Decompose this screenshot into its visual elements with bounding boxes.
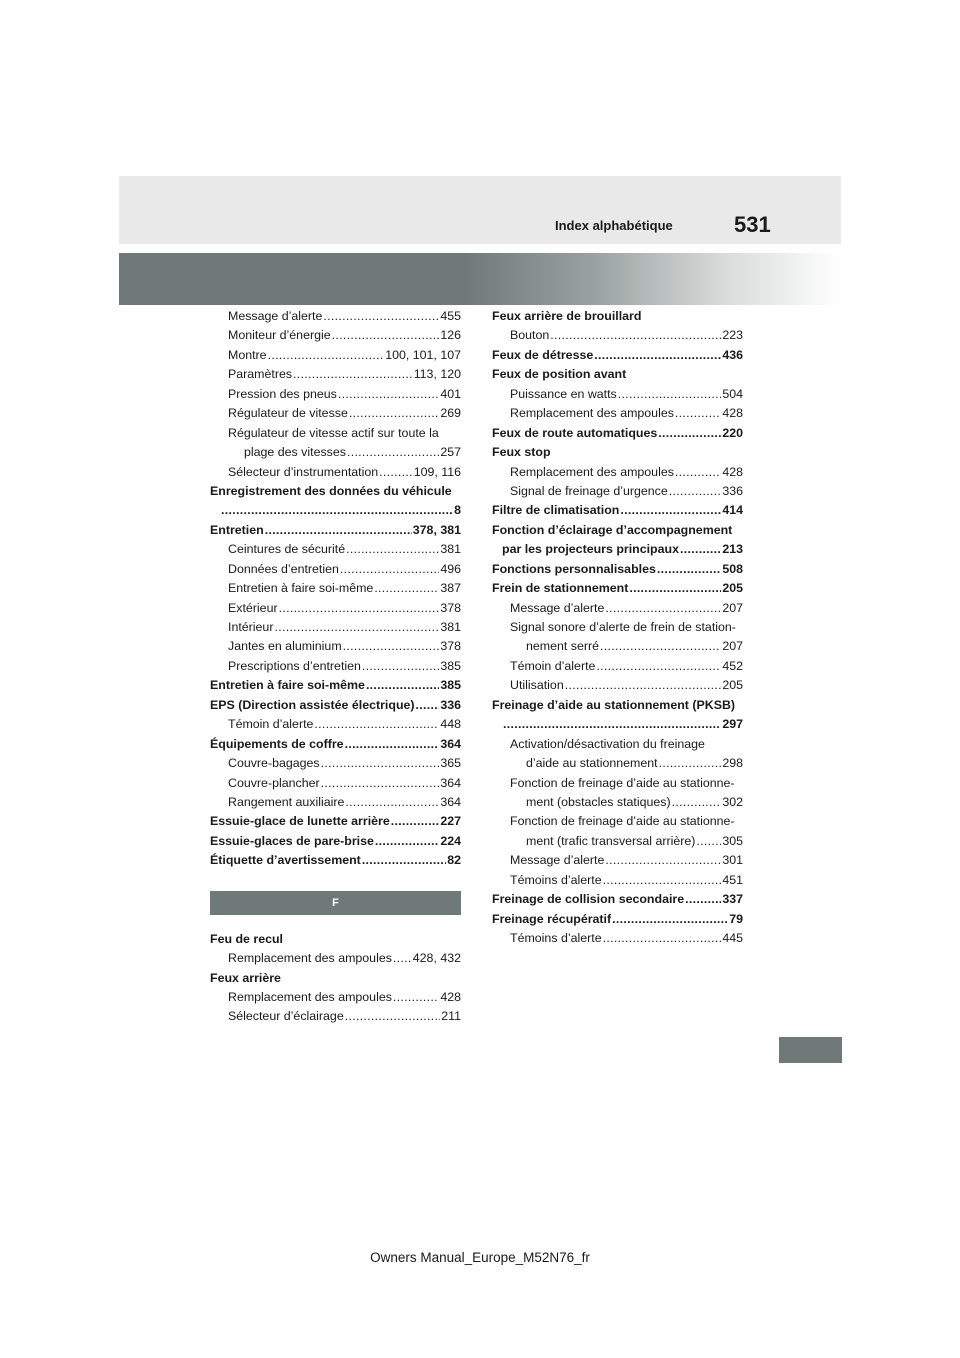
index-entry-sub[interactable] — [492, 385, 743, 404]
dot-leader — [379, 463, 413, 482]
index-entry-sub[interactable] — [210, 579, 461, 598]
entry-label: Montre — [228, 347, 267, 362]
dot-leader — [620, 501, 721, 520]
entry-page-numbers[interactable]: 227 — [440, 814, 461, 829]
dot-leader — [596, 657, 721, 676]
index-entry-sub[interactable] — [210, 560, 461, 579]
dot-leader — [603, 871, 722, 890]
entry-page-numbers[interactable]: 207 — [722, 639, 743, 654]
dot-leader — [362, 657, 439, 676]
dot-leader — [321, 754, 440, 773]
dot-leader — [265, 521, 412, 540]
index-entry-main[interactable] — [210, 521, 461, 540]
entry-label: Étiquette d’avertissement — [210, 853, 361, 868]
entry-page-numbers[interactable]: 297 — [722, 717, 743, 732]
entry-page-numbers[interactable]: 305 — [722, 833, 743, 848]
entry-page-numbers[interactable]: 428, 432 — [412, 951, 461, 966]
index-entry-main-continued[interactable] — [492, 715, 743, 734]
entry-label: Essuie-glace de lunette arrière — [210, 814, 390, 829]
dot-leader — [672, 793, 722, 812]
entry-page-numbers[interactable]: 79 — [729, 911, 743, 926]
entry-label: Intérieur — [228, 620, 274, 634]
index-entry-sub[interactable] — [210, 404, 461, 423]
entry-page-numbers[interactable]: 298 — [722, 756, 743, 771]
index-entry-sub[interactable] — [210, 988, 461, 1007]
index-entry-sub-continued[interactable] — [492, 637, 743, 656]
index-entry-main[interactable] — [492, 696, 743, 715]
index-column-right — [492, 307, 743, 948]
index-entry-main[interactable] — [492, 890, 743, 909]
entry-page-numbers[interactable]: 508 — [722, 561, 743, 576]
index-entry-sub[interactable] — [210, 540, 461, 559]
index-entry-sub[interactable] — [492, 735, 743, 754]
entry-label: Remplacement des ampoules — [228, 990, 392, 1004]
entry-label: Témoins d’alerte — [510, 931, 602, 945]
dot-leader — [362, 851, 446, 870]
dot-leader — [268, 346, 385, 365]
entry-label: Moniteur d’énergie — [228, 328, 331, 343]
entry-page-numbers[interactable]: 207 — [722, 600, 743, 615]
index-entry-main[interactable] — [492, 346, 743, 365]
dot-leader — [605, 851, 721, 870]
index-entry-sub[interactable] — [210, 385, 461, 404]
entry-label: Extérieur — [228, 600, 278, 615]
entry-page-numbers[interactable]: 496 — [440, 561, 461, 576]
index-entry-sub[interactable] — [492, 404, 743, 423]
entry-page-numbers[interactable]: 381 — [440, 542, 461, 557]
dot-leader — [603, 929, 722, 948]
dot-leader — [323, 307, 439, 326]
index-entry-sub[interactable] — [210, 1007, 461, 1026]
entry-label: Jantes en aluminium — [228, 639, 342, 654]
index-entry-sub[interactable] — [210, 774, 461, 793]
dot-leader — [685, 890, 721, 909]
header-gradient-bar — [119, 253, 841, 305]
entry-page-numbers[interactable]: 337 — [722, 892, 743, 907]
entry-label: ment (obstacles statiques) — [526, 794, 671, 809]
index-entry-sub[interactable] — [492, 599, 743, 618]
index-entry-sub[interactable] — [210, 618, 461, 637]
index-entry-main[interactable] — [210, 832, 461, 851]
entry-label: Freinage de collision secondaire — [492, 892, 685, 907]
index-entry-sub[interactable] — [492, 326, 743, 345]
entry-page-numbers[interactable]: 269 — [440, 406, 461, 421]
dot-leader — [221, 501, 453, 520]
index-entry-sub-continued[interactable] — [492, 832, 743, 851]
entry-label: Témoin d’alerte — [228, 717, 314, 732]
entry-page-numbers[interactable]: 428 — [440, 990, 461, 1004]
entry-label: Prescriptions d’entretien — [228, 658, 361, 673]
entry-page-numbers[interactable]: 223 — [722, 328, 743, 343]
index-entry-sub[interactable] — [492, 851, 743, 870]
entry-page-numbers[interactable]: 126 — [440, 328, 461, 343]
entry-label: Signal de freinage d’urgence — [510, 483, 668, 498]
dot-leader — [669, 482, 722, 501]
entry-label: Témoin d’alerte — [510, 658, 596, 673]
index-entry-main[interactable] — [210, 735, 461, 754]
chapter-side-tab — [779, 1037, 842, 1063]
entry-label: Sélecteur d’instrumentation — [228, 464, 379, 479]
entry-label: Bouton — [510, 328, 550, 343]
index-entry-sub[interactable] — [210, 463, 461, 482]
entry-label: Feux de détresse — [492, 347, 594, 362]
entry-page-numbers[interactable]: 436 — [722, 347, 743, 362]
index-entry-main-continued[interactable] — [210, 501, 461, 520]
entry-label: Sélecteur d’éclairage — [228, 1009, 344, 1024]
entry-page-numbers[interactable]: 100, 101, 107 — [385, 347, 461, 362]
index-letter-heading: F — [210, 891, 461, 915]
entry-label: Paramètres — [228, 367, 293, 382]
entry-label: Essuie-glaces de pare-brise — [210, 833, 374, 848]
index-entry-sub[interactable] — [492, 871, 743, 890]
index-entry-sub[interactable] — [492, 618, 743, 637]
section-title: Index alphabétique — [555, 218, 673, 233]
index-entry-sub[interactable] — [210, 326, 461, 345]
dot-leader — [345, 793, 439, 812]
entry-page-numbers[interactable]: 224 — [440, 833, 461, 848]
index-column-left — [210, 307, 461, 1027]
entry-label: Entretien — [210, 522, 264, 537]
entry-label: Frein de stationnement — [492, 581, 629, 596]
entry-label: EPS (Direction assistée électrique) — [210, 697, 415, 712]
entry-label: Fonction d’éclairage d’accompagnement — [492, 522, 733, 537]
entry-page-numbers[interactable]: 213 — [722, 542, 743, 557]
entry-label: nement serré — [526, 639, 600, 654]
entry-label: Message d’alerte — [510, 600, 605, 615]
dot-leader — [600, 637, 721, 656]
dot-leader — [314, 715, 439, 734]
index-entry-sub[interactable] — [492, 482, 743, 501]
dot-leader — [696, 832, 721, 851]
entry-page-numbers[interactable]: 387 — [440, 581, 461, 596]
index-entry-main-continued[interactable] — [492, 540, 743, 559]
index-entry-sub[interactable] — [492, 929, 743, 948]
index-entry-sub[interactable] — [492, 463, 743, 482]
entry-page-numbers[interactable]: 302 — [722, 794, 743, 809]
index-entry-main[interactable] — [210, 482, 461, 501]
index-entry-main[interactable] — [210, 851, 461, 870]
entry-page-numbers[interactable]: 205 — [722, 678, 743, 693]
entry-label: Feux arrière de brouillard — [492, 309, 642, 323]
entry-label: Message d’alerte — [510, 853, 605, 868]
dot-leader — [680, 540, 721, 559]
entry-page-numbers[interactable]: 336 — [440, 697, 461, 712]
dot-leader — [274, 618, 439, 637]
index-entry-main[interactable] — [210, 676, 461, 695]
dot-leader — [343, 637, 440, 656]
entry-page-numbers[interactable]: 401 — [440, 386, 461, 401]
header-band — [119, 176, 841, 244]
entry-page-numbers[interactable]: 113, 120 — [413, 367, 461, 382]
dot-leader — [416, 696, 440, 715]
dot-leader — [675, 404, 721, 423]
entry-label: Entretien à faire soi-même — [210, 678, 365, 693]
entry-label: Régulateur de vitesse actif sur toute la — [228, 425, 439, 440]
entry-label: Équipements de coffre — [210, 736, 344, 751]
entry-label: Feux stop — [492, 445, 551, 460]
entry-label: Régulateur de vitesse — [228, 406, 348, 421]
entry-page-numbers[interactable]: 205 — [722, 581, 743, 596]
entry-page-numbers[interactable]: 414 — [722, 503, 743, 518]
dot-leader — [393, 949, 412, 968]
entry-page-numbers[interactable]: 451 — [722, 872, 743, 887]
index-entry-main[interactable] — [492, 424, 743, 443]
entry-label: Témoins d’alerte — [510, 872, 602, 887]
entry-page-numbers[interactable]: 211 — [441, 1009, 461, 1024]
entry-page-numbers[interactable]: 364 — [440, 794, 461, 809]
entry-page-numbers[interactable]: 448 — [440, 717, 461, 732]
entry-label: Puissance en watts — [510, 386, 617, 401]
entry-label: par les projecteurs principaux — [502, 542, 679, 557]
index-entry-heading[interactable] — [492, 443, 743, 462]
entry-label: Message d’alerte — [228, 309, 323, 323]
entry-label: Couvre-bagages — [228, 756, 320, 771]
index-entry-main[interactable] — [210, 812, 461, 831]
entry-page-numbers[interactable]: 378, 381 — [412, 522, 461, 537]
entry-label: Pression des pneus — [228, 386, 337, 401]
dot-leader — [391, 812, 440, 831]
entry-label: Remplacement des ampoules — [510, 406, 674, 421]
entry-page-numbers[interactable]: 336 — [722, 483, 743, 498]
index-entry-sub-continued[interactable] — [492, 754, 743, 773]
entry-page-numbers[interactable]: 378 — [440, 600, 461, 615]
entry-label: Feux de position avant — [492, 367, 627, 382]
index-entry-sub-continued[interactable] — [492, 793, 743, 812]
index-entry-sub[interactable] — [210, 424, 461, 443]
entry-label: Ceintures de sécurité — [228, 542, 346, 557]
index-entry-sub[interactable] — [210, 599, 461, 618]
dot-leader — [393, 988, 439, 1007]
dot-leader — [375, 832, 439, 851]
entry-label: ment (trafic transversal arrière) — [526, 833, 696, 848]
entry-label: Feux de route automatiques — [492, 425, 658, 440]
index-entry-heading[interactable] — [210, 969, 461, 988]
dot-leader — [345, 735, 440, 754]
dot-leader — [618, 385, 722, 404]
dot-leader — [594, 346, 721, 365]
index-entry-sub[interactable] — [210, 307, 461, 326]
index-entry-sub-continued[interactable] — [210, 443, 461, 462]
dot-leader — [366, 676, 439, 695]
entry-label: Signal sonore d’alerte de frein de station- — [510, 620, 736, 634]
index-entry-main[interactable] — [492, 910, 743, 929]
page-number: 531 — [734, 212, 771, 237]
dot-leader — [657, 560, 721, 579]
dot-leader — [345, 1007, 441, 1026]
dot-leader — [550, 326, 721, 345]
entry-page-numbers[interactable]: 381 — [440, 620, 461, 634]
entry-label: Feu de recul — [210, 931, 283, 946]
entry-label: Remplacement des ampoules — [228, 951, 392, 966]
dot-leader — [605, 599, 721, 618]
index-entry-heading[interactable] — [492, 307, 743, 326]
index-entry-heading[interactable] — [492, 365, 743, 384]
entry-label: Fonction de freinage d’aide au stationne- — [510, 775, 735, 790]
entry-label: Activation/désactivation du freinage — [510, 736, 705, 751]
entry-page-numbers[interactable]: 385 — [440, 658, 461, 673]
entry-page-numbers[interactable]: 455 — [440, 309, 461, 323]
entry-label: Feux arrière — [210, 970, 281, 985]
index-entry-sub[interactable] — [210, 754, 461, 773]
entry-page-numbers[interactable]: 504 — [722, 386, 743, 401]
entry-label: plage des vitesses — [244, 445, 346, 460]
entry-page-numbers[interactable]: 301 — [722, 853, 743, 868]
dot-leader — [675, 463, 721, 482]
entry-page-numbers[interactable]: 257 — [440, 445, 461, 460]
entry-label: d’aide au stationnement — [526, 756, 658, 771]
index-entry-main[interactable] — [210, 696, 461, 715]
entry-label: Utilisation — [510, 678, 564, 693]
dot-leader — [340, 560, 439, 579]
dot-leader — [293, 365, 413, 384]
entry-page-numbers[interactable]: 364 — [440, 775, 461, 790]
index-entry-sub[interactable] — [210, 715, 461, 734]
entry-label: Filtre de climatisation — [492, 503, 620, 518]
index-entry-sub[interactable] — [492, 812, 743, 831]
dot-leader — [346, 540, 439, 559]
entry-page-numbers[interactable]: 428 — [722, 464, 743, 479]
index-entry-main[interactable] — [492, 521, 743, 540]
index-entry-sub[interactable] — [210, 949, 461, 968]
entry-label: Freinage d’aide au stationnement (PKSB) — [492, 697, 736, 712]
dot-leader — [629, 579, 721, 598]
index-entry-main[interactable] — [492, 501, 743, 520]
dot-leader — [503, 715, 721, 734]
dot-leader — [349, 404, 439, 423]
index-entry-sub[interactable] — [492, 676, 743, 695]
index-entry-sub[interactable] — [210, 365, 461, 384]
index-entry-main[interactable] — [492, 579, 743, 598]
entry-label: Fonction de freinage d’aide au stationne- — [510, 814, 735, 829]
entry-page-numbers[interactable]: 452 — [722, 658, 743, 673]
dot-leader — [279, 599, 440, 618]
index-entry-sub[interactable] — [210, 657, 461, 676]
entry-label: Données d’entretien — [228, 561, 339, 576]
dot-leader — [565, 676, 722, 695]
entry-label: Fonctions personnalisables — [492, 561, 656, 576]
entry-page-numbers[interactable]: 385 — [440, 678, 461, 693]
entry-page-numbers[interactable]: 8 — [454, 503, 461, 518]
entry-page-numbers[interactable]: 220 — [722, 425, 743, 440]
dot-leader — [332, 326, 440, 345]
entry-page-numbers[interactable]: 364 — [440, 736, 461, 751]
dot-leader — [321, 774, 440, 793]
footer-document-name: Owners Manual_Europe_M52N76_fr — [370, 1250, 590, 1265]
entry-page-numbers[interactable]: 365 — [440, 756, 461, 771]
index-entry-heading[interactable] — [210, 930, 461, 949]
dot-leader — [374, 579, 439, 598]
index-entry-sub[interactable] — [210, 793, 461, 812]
index-entry-sub[interactable] — [492, 774, 743, 793]
index-entry-sub[interactable] — [492, 657, 743, 676]
entry-label: Freinage récupératif — [492, 911, 612, 926]
dot-leader — [658, 424, 721, 443]
entry-page-numbers[interactable]: 378 — [440, 639, 461, 654]
entry-label: Couvre-plancher — [228, 775, 320, 790]
entry-label: Rangement auxiliaire — [228, 794, 345, 809]
dot-leader — [659, 754, 722, 773]
entry-label: Remplacement des ampoules — [510, 464, 674, 479]
index-entry-main[interactable] — [492, 560, 743, 579]
dot-leader — [338, 385, 439, 404]
entry-page-numbers[interactable]: 445 — [722, 931, 743, 945]
dot-leader — [612, 910, 728, 929]
index-entry-sub[interactable] — [210, 637, 461, 656]
entry-label: Entretien à faire soi-même — [228, 581, 374, 596]
dot-leader — [347, 443, 439, 462]
index-entry-sub[interactable] — [210, 346, 461, 365]
entry-page-numbers[interactable]: 428 — [722, 406, 743, 421]
entry-page-numbers[interactable]: 82 — [447, 853, 461, 868]
entry-label: Enregistrement des données du véhicule — [210, 483, 452, 498]
entry-page-numbers[interactable]: 109, 116 — [413, 464, 461, 479]
